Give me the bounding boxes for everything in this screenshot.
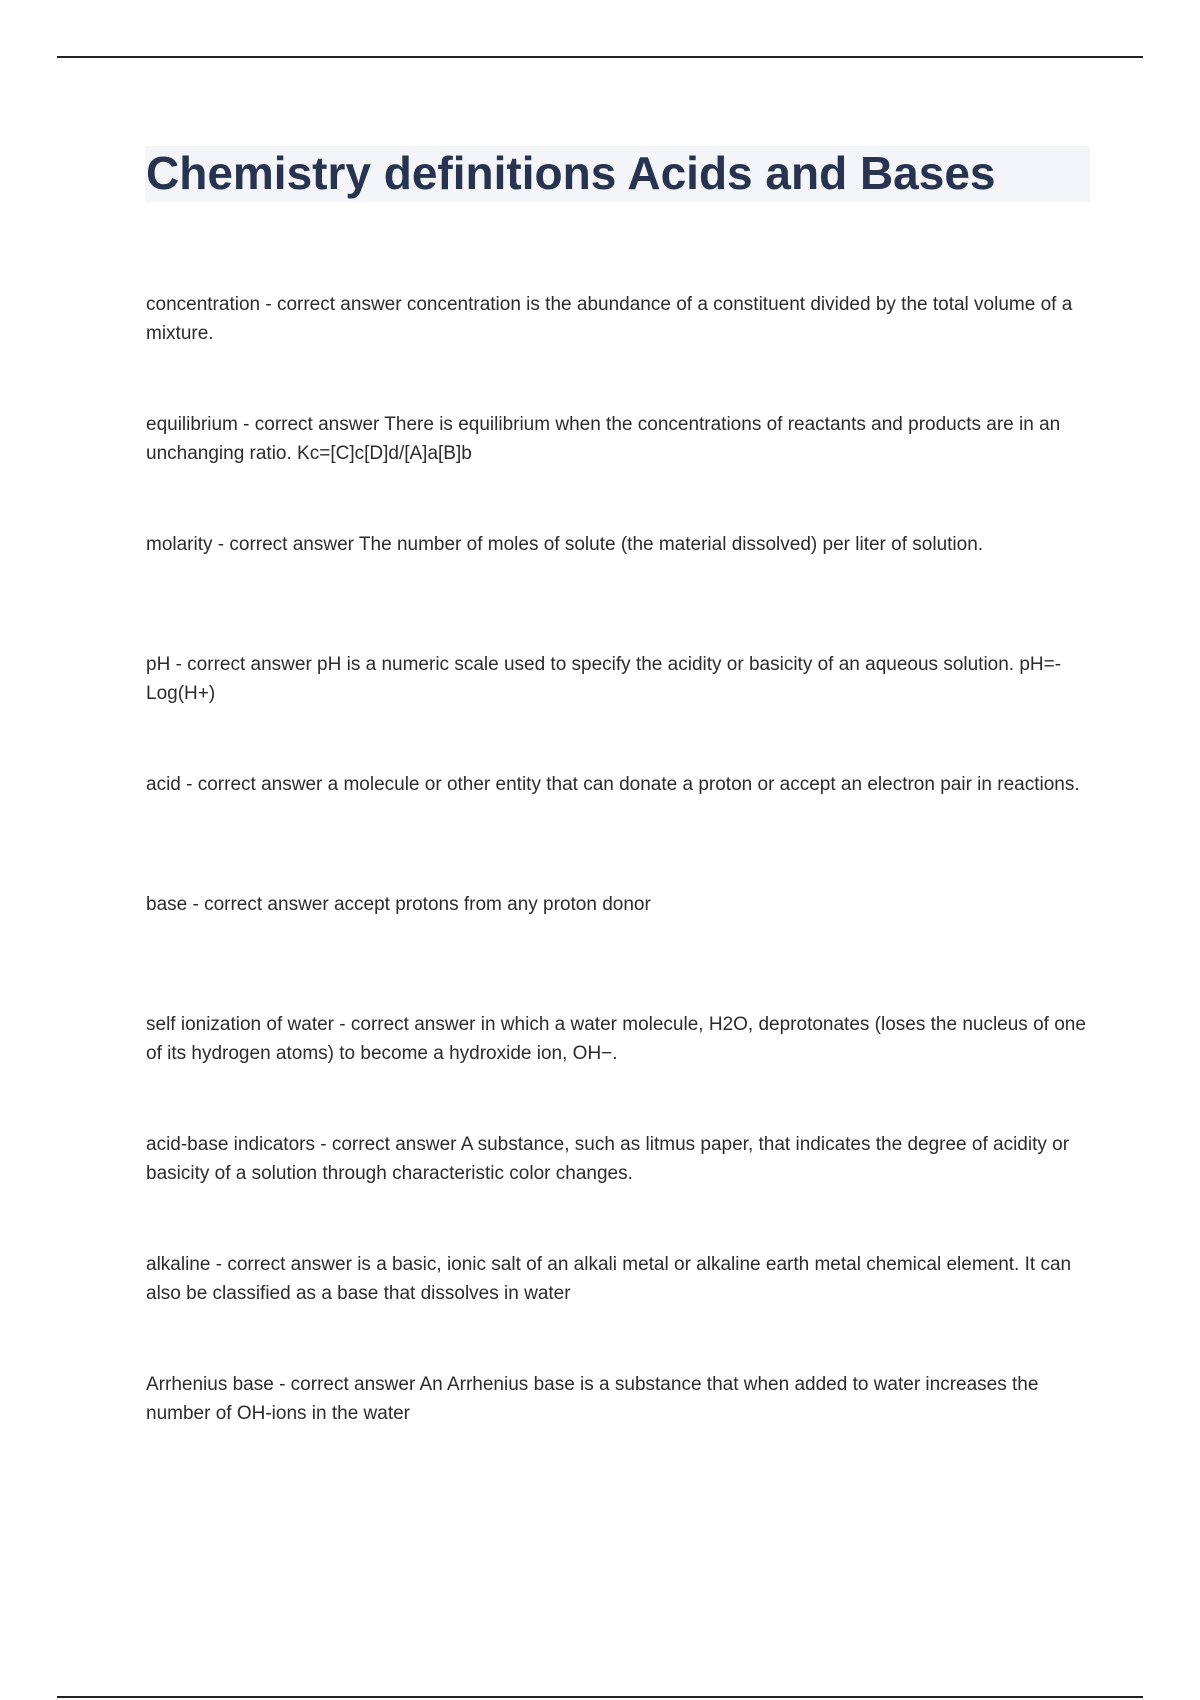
definition-equilibrium: equilibrium - correct answer There is equilibrium when the concentrations of reactants and products are in an unchanging ratio. Kc=[C]c[D]d/[A]a[B]b xyxy=(146,414,1061,464)
definition-concentration: concentration - correct answer concentration is the abundance of a constituent divided by the total volume of a mixture. xyxy=(146,294,1073,344)
definition-base: base - correct answer accept protons from any proton donor xyxy=(146,894,651,915)
definition-acid: acid - correct answer a molecule or other entity that can donate a proton or accept an electron pair in reactions. xyxy=(146,774,1080,795)
definition-ph: pH - correct answer pH is a numeric scale used to specify the acidity or basicity of an aqueous solution. pH=-Log(H+) xyxy=(146,654,1062,704)
definition-molarity: molarity - correct answer The number of moles of solute (the material dissolved) per liter of solution. xyxy=(146,534,984,555)
top-rule xyxy=(57,56,1143,58)
bottom-rule xyxy=(57,1696,1143,1698)
document-title: Chemistry definitions Acids and Bases xyxy=(146,147,996,199)
definition-list xyxy=(146,290,1091,1490)
definition-self-ionization-of-water: self ionization of water - correct answer in which a water molecule, H2O, deprotonates (loses the nucleus of one of its hydrogen atoms) to become a hydroxide ion, OH−. xyxy=(146,1014,1086,1064)
definition-arrhenius-base: Arrhenius base - correct answer An Arrhenius base is a substance that when added to water increases the number of OH-ions in the water xyxy=(146,1374,1039,1424)
definition-alkaline: alkaline - correct answer is a basic, ionic salt of an alkali metal or alkaline earth metal chemical element. It can also be classified as a base that dissolves in water xyxy=(146,1254,1072,1304)
definition-acid-base-indicators: acid-base indicators - correct answer A substance, such as litmus paper, that indicates the degree of acidity or basicity of a solution through characteristic color changes. xyxy=(146,1134,1070,1184)
